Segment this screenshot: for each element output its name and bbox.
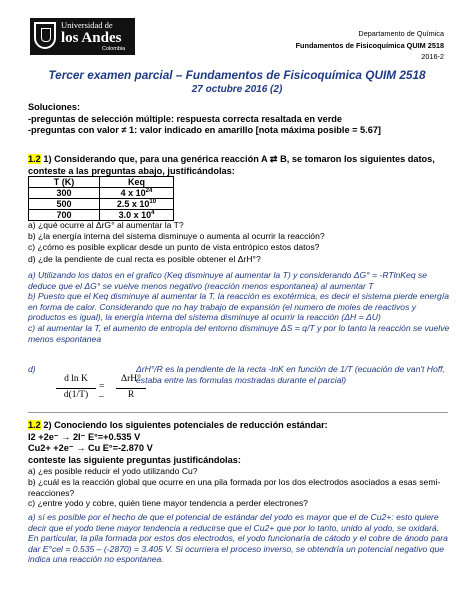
q1-answer-d-label: d): [28, 364, 36, 374]
course-name: Fundamentos de Fisicoquímica QUIM 2518: [295, 40, 444, 50]
exam-date: 27 octubre 2016 (2): [191, 84, 283, 95]
eq-rhs-bar: [116, 388, 146, 389]
q2-answer: a) sí es posible por el hecho de que el potencial de estándar del yodo es mayor que el de Cu2+: esto quiere decir que el yodo tiene mayor tendencia a reducirse que el Cu2+ que por lo tanto, unido al yodo, se oxidará. En particular, la pila formada por estos dos electrodos, el yodo funcionaría de cátodo y el cobre de ánodo para dar E°cel = 0.535 – (-2870) = 3.405 V. Si ocurriera el proceso inverso, se obtendría un potencial negativo que indica una reacción no espontanea.: [28, 512, 448, 565]
exam-title: Tercer examen parcial – Fundamentos de Fisicoquímica QUIM 2518: [48, 68, 426, 82]
q1-subquestion-b: b) ¿la energía interna del sistema disminuye o aumenta al ocurrir la reacción?: [28, 231, 325, 242]
cell-temp: 300: [29, 188, 100, 199]
q2-subquestion-b: b) ¿cuál es la reacción global que ocurre en una pila formada por los dos electrodos asociados a esas semi-reacciones?: [28, 476, 441, 498]
term: 2016-2: [421, 52, 444, 61]
q1-answer-b: b) Puesto que el Keq disminuye al aumentar la T, la reacción es exotérmica, es decir el sistema pierde energía en forma de calor. Considerando que no hay trabajo de expansión (el numero de moles de reactivos y productos es igual), la energía interna del sistema disminuye al ocurrir la reacción (ΔH = ΔU): [28, 291, 449, 323]
table-row: [29, 210, 174, 221]
eq-lhs-den: d(1/T): [63, 390, 89, 400]
q1-answers: [28, 270, 450, 344]
crest-icon: [34, 22, 56, 49]
cell-keq: 2.5 x $10^{10}$: [100, 199, 174, 210]
table-row: [29, 188, 174, 199]
logo-line1: Universidad de: [61, 20, 113, 30]
q1-subquestion-a: a) ¿qué ocurre al ΔrG° al aumentar la T?: [28, 220, 184, 230]
cell-keq: 4 x $10^{24}$: [100, 188, 174, 199]
q1-subquestion-d: d) ¿de la pendiente de cual recta es posible obtener el ΔrH°?: [28, 253, 261, 264]
eq-lhs-bar: [56, 388, 96, 389]
cell-temp: 500: [29, 199, 100, 210]
q1-subquestions: [28, 220, 448, 265]
eq-rhs-num: ΔrH°: [121, 374, 141, 384]
q1-answer-c: c) al aumentar la T, el aumento de entropía del entorno disminuye ΔS = q/T y por lo tanto la reacción se vuelve menos espontanea: [28, 322, 450, 344]
q1-value-badge: 1.2: [28, 154, 41, 164]
cell-temp: 700: [29, 210, 100, 221]
eq-lhs-num: d ln K: [64, 374, 88, 384]
solutions-line1: -preguntas de selección múltiple: respuesta correcta resaltada en verde: [28, 113, 343, 124]
table-row: [29, 199, 174, 210]
eq-rhs-den: R: [127, 390, 135, 400]
q2-subquestion-a: a) ¿es posible reducir el yodo utilizando Cu?: [28, 466, 198, 476]
q1-answer-a: a) Utilizando los datos en el grafico (Keq disminuye al aumentar la T) y considerando ΔG° = -RTlnKeq se deduce que el ΔG° se vuelve menos negativo (reacción menos espontanea) al aumentar T: [28, 270, 428, 291]
q1-text-a: 1) Considerando que, para una genérica reacción A: [43, 154, 268, 164]
keq-table: [28, 176, 174, 221]
department: Departamento de Química: [358, 29, 444, 38]
cell-keq: 3.0 x $10^4$: [100, 210, 174, 221]
logo-line3: Colombia: [102, 46, 126, 52]
q2-text: 2) Conociendo los siguientes potenciales de reducción estándar:: [43, 420, 328, 430]
q2-value-badge: 1.2: [28, 420, 41, 430]
q1-text-b: B, se tomaron los siguientes datos, conteste a las preguntas abajo, justificándolas:: [28, 154, 435, 176]
eq-equals: = –: [99, 382, 105, 402]
solutions-notes: [28, 102, 381, 137]
logo-line2: los Andes: [61, 30, 122, 46]
question-2: [28, 420, 448, 466]
col-header-temp: T (K): [29, 177, 100, 188]
q2-reaction-2: Cu2+ +2e⁻ → Cu E°=-2.870 V: [28, 443, 153, 453]
solutions-heading: Soluciones:: [28, 102, 81, 112]
col-header-keq: Keq: [100, 177, 174, 188]
equilibrium-arrow-icon: ⇄: [269, 154, 278, 164]
table-header-row: [29, 177, 174, 188]
q1-subquestion-c: c) ¿cómo es posible explicar desde un punto de vista entrópico estos datos?: [28, 242, 320, 253]
section-divider: [28, 412, 448, 413]
q2-prompt: conteste las siguiente preguntas justificándolas:: [28, 454, 241, 465]
question-1: [28, 154, 448, 177]
solutions-line2: -preguntas con valor ≠ 1: valor indicado en amarillo [nota máxima posible = 5.67]: [28, 125, 381, 136]
q2-subquestion-c: c) ¿entre yodo y cobre, quién tiene mayor tendencia a perder electrones?: [28, 498, 308, 509]
q2-subquestions: [28, 466, 448, 509]
university-logo: [30, 18, 135, 55]
header-info: [296, 28, 444, 63]
q2-reaction-1: I2 +2e⁻ → 2I⁻ E°=+0.535 V: [28, 431, 141, 442]
q1-answer-d-text: ΔrH°/R es la pendiente de la recta -lnK en función de 1/T (ecuación de van't Hoff, estaba entre las formulas mostradas durante el parcial): [136, 364, 445, 385]
